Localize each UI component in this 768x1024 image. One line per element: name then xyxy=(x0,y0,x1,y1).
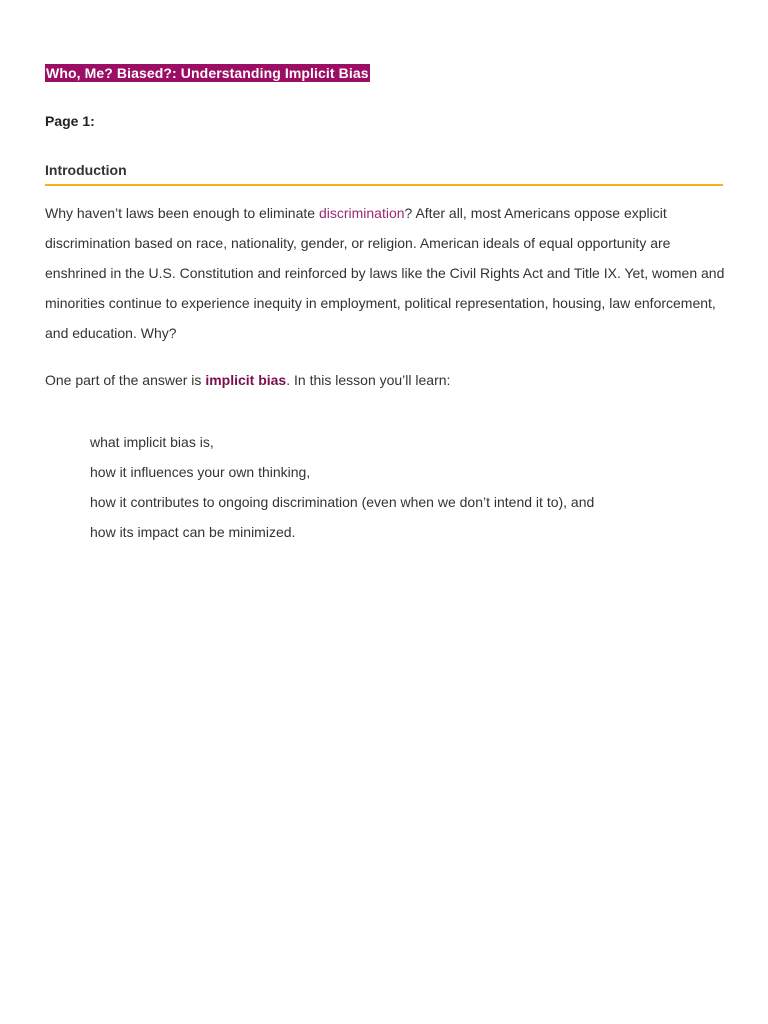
lesson-paragraph-text-start: One part of the answer is xyxy=(45,372,206,388)
list-item: how it contributes to ongoing discrimination (even when we don’t intend it to), and xyxy=(90,494,595,510)
document-title: Who, Me? Biased?: Understanding Implicit Bias xyxy=(46,65,369,81)
lesson-paragraph xyxy=(45,365,725,395)
list-item: how it influences your own thinking, xyxy=(90,464,311,480)
list-item: what implicit bias is, xyxy=(90,434,214,450)
intro-paragraph-text-end: ? After all, most Americans oppose explicit discrimination based on race, nationality, gender, or religion. American ideals of equal opportunity are enshrined in the U.S. Constitution and reinforced by laws like the Civil Rights Act and Title IX. Yet, women and minorities continue to experience inequity in employment, political representation, housing, law enforcement, and education. Why? xyxy=(45,205,725,341)
lesson-paragraph-text-end: . In this lesson you’ll learn: xyxy=(286,372,451,388)
implicit-bias-term: implicit bias xyxy=(205,372,287,388)
learning-objectives-list xyxy=(90,427,594,547)
discrimination-link[interactable]: discrimination xyxy=(318,205,405,221)
intro-paragraph xyxy=(45,198,725,348)
intro-paragraph-text-start: Why haven’t laws been enough to eliminate xyxy=(45,205,319,221)
section-heading-introduction: Introduction xyxy=(45,162,723,186)
page-label: Page 1: xyxy=(45,113,95,129)
list-item: how its impact can be minimized. xyxy=(90,524,296,540)
